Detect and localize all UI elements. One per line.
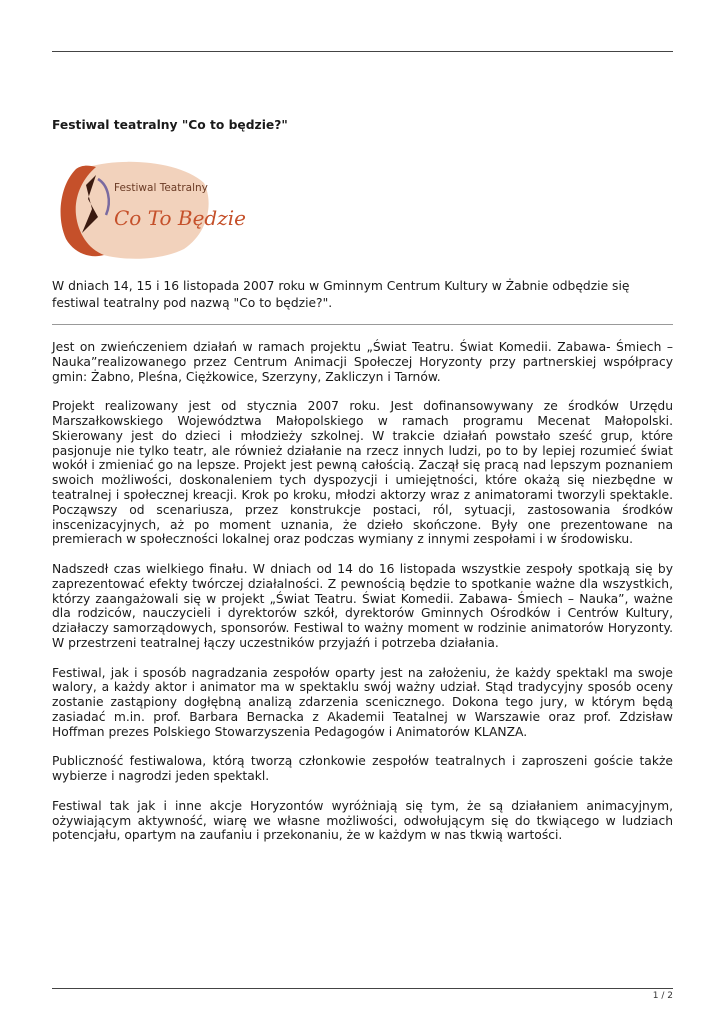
svg-text:Co To Będzie: Co To Będzie (114, 206, 246, 230)
intro-text: W dniach 14, 15 i 16 listopada 2007 roku w Gminnym Centrum Kultury w Żabnie odbędzie się festiwal teatralny pod nazwą "Co to będzie?". (52, 279, 630, 310)
svg-text:Festiwal Teatralny: Festiwal Teatralny (114, 182, 208, 194)
paragraph: Publiczność festiwalowa, którą tworzą członkowie zespołów teatralnych i zaproszeni goście także wybierze i nagrodzi jeden spektakl. (52, 754, 673, 784)
paragraph: Festiwal tak jak i inne akcje Horyzontów wyróżniają się tym, że są działaniem animacyjnym, ożywiającym aktywność, wiarę we własne możliwości, odwołującym się do tkwiącego w ludziach potencjału, opartym na zaufaniu i przekonaniu, że w każdym w nas tkwią wartości. (52, 798, 673, 843)
festival-logo (52, 155, 246, 263)
paragraph: Projekt realizowany jest od stycznia 2007 roku. Jest dofinansowywany ze środków Urzędu Marszałkowskiego Województwa Małopolskiego w ramach programu Mecenat Małopolski. Skierowany jest do dzieci i młodzieży szkolnej. W trakcie działań powstało sześć grup, które pasjonuje nie tylko teatr, ale również działanie na rzecz innych ludzi, po to by lepiej rozumieć świat wokół i zmieniać go na lepsze. Projekt jest pewną całością. Zaczął się pracą nad lepszym poznaniem swoich możliwości, doskonaleniem tych dyspozycji i umiejętności, które okażą się niezbędne w teatralnej i społecznej kreacji. Krok po kroku, młodzi aktorzy wraz z animatorami tworzyli spektakle. Począwszy od scenariusza, przez konstrukcje postaci, ról, sytuacji, zastosowania środków inscenizacyjnych, aż po moment uznania, że dzieło skończone. Były one prezentowane na premierach w społeczności lokalnej oraz podczas wymiany z innymi zespołami i w środowisku. (52, 399, 673, 547)
paragraph: Jest on zwieńczeniem działań w ramach projektu „Świat Teatru. Świat Komedii. Zabawa- Śmiech – Nauka”realizowanego przez Centrum Animacji Społeczej Horyzonty przy partnerskiej współpracy gmin: Żabno, Pleśna, Ciężkowice, Szerzyny, Zakliczyn i Tarnów. (52, 340, 673, 384)
page-title: Festiwal teatralny "Co to będzie?" (52, 118, 288, 132)
footer-rule (52, 988, 673, 989)
paragraph: Festiwal, jak i sposób nagradzania zespołów oparty jest na założeniu, że każdy spektakl ma swoje walory, a każdy aktor i animator ma w spektaklu swój ważny udział. Stąd tradycyjny sposób oceny zostanie zastąpiony dogłębną analizą zdarzenia scenicznego. Dokona tego jury, w którym będą zasiadać m.in. prof. Barbara Bernacka z Akademii Teatalnej w Warszawie oraz prof. Zdzisław Hoffman prezes Polskiego Stowarzyszenia Pedagogów i Animatorów KLANZA. (52, 665, 673, 739)
paragraph: Nadszedł czas wielkiego finału. W dniach od 14 do 16 listopada wszystkie zespoły spotkają się by zaprezentować efekty twórczej działalności. Z pewnością będzie to spotkanie ważne dla wszystkich, którzy zaangażowali się w projekt „Świat Teatru. Świat Komedii. Zabawa- Śmiech – Nauka”, ważne dla rodziców, nauczycieli i dyrektorów szkół, dyrektorów Gminnych Ośrodków i Centrów Kultury, działaczy samorządowych, sponsorów. Festiwal to ważny moment w rodzinie animatorów Horyzonty. W przestrzeni teatralnej łączy uczestników przyjaźń i potrzeba działania. (52, 561, 673, 650)
section-divider (52, 324, 673, 325)
header-rule (52, 51, 673, 52)
page-number: 1 / 2 (652, 991, 673, 1001)
article-body (52, 340, 673, 858)
